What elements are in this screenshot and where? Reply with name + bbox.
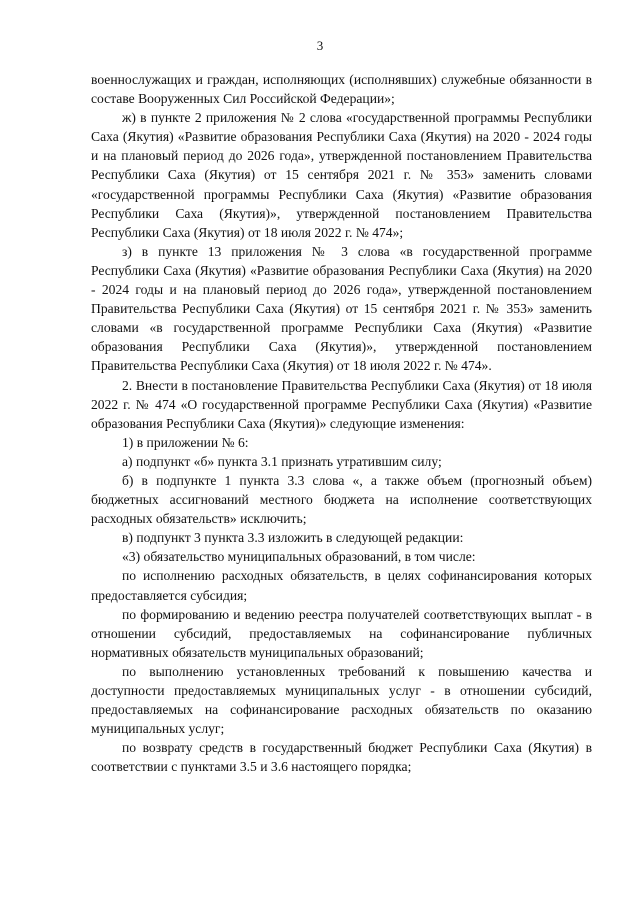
paragraph-appendix-6: 1) в приложении № 6: — [122, 434, 249, 450]
paragraph-item-a: а) подпункт «б» пункта 3.1 признать утратившим силу; — [122, 453, 442, 469]
paragraph-obligation-registry: по формированию и ведению реестра получателей соответствующих выплат - в отношении субсидий, предоставляемых на софинансирование публичных нормативных обязательств муниципальных образований; — [91, 606, 592, 660]
paragraph-item-z: з) в пункте 13 приложения № 3 слова «в государственной программе Республики Саха (Якутия) «Развитие образования Республики Саха (Якутия) на 2020 - 2024 годы и на плановый период до 2026 года», утвержденной постановлением Правительства Республики Саха (Якутия) от 15 сентября 2021 г. № 353» заменить словами «в государственной программе Республики Саха (Якутия) «Развитие образования Республики Саха (Якутия)», утвержденной постановлением Правительства Республики Саха (Якутия) от 18 июля 2022 г. № 474». — [91, 243, 592, 374]
paragraph-section-2: 2. Внести в постановление Правительства Республики Саха (Якутия) от 18 июля 2022 г. № 474 «О государственной программе Республики Саха (Якутия) «Развитие образования Республики Саха (Якутия)» следующие изменения: — [91, 377, 592, 431]
paragraph-obligation-3: «3) обязательство муниципальных образований, в том числе: — [122, 549, 476, 565]
paragraph-item-b: б) в подпункте 1 пункта 3.3 слова «, а также объем (прогнозный объем) бюджетных ассигнований местного бюджета на исполнение соответствующих расходных обязательств» исключить; — [91, 472, 592, 527]
paragraph-obligation-quality: по выполнению установленных требований к повышению качества и доступности предоставляемых муниципальных услуг - в отношении субсидий, предоставляемых на софинансирование расходных обязательств по оказанию муниципальных услуг; — [91, 663, 592, 737]
paragraph-continuation: военнослужащих и граждан, исполняющих (исполнявших) служебные обязанности в составе Вооруженных Сил Российской Федерации»; — [91, 72, 592, 107]
paragraph-item-zh: ж) в пункте 2 приложения № 2 слова «государственной программы Республики Саха (Якутия) «Развитие образования Республики Саха (Якутия) на 2020 - 2024 годы и на плановый период до 2026 года», утвержденной постановлением Правительства Республики Саха (Якутия) от 15 сентября 2021 г. № 353» заменить словами «государственной программы Республики Саха (Якутия) «Развитие образования Республики Саха (Якутия)», утвержденной постановлением Правительства Республики Саха (Якутия) от 18 июля 2022 г. № 474»; — [91, 110, 592, 240]
paragraph-obligation-execution: по исполнению расходных обязательств, в целях софинансирования которых предоставляется субсидия; — [91, 568, 592, 603]
paragraph-item-v: в) подпункт 3 пункта 3.3 изложить в следующей редакции: — [122, 530, 464, 546]
document-body — [91, 70, 592, 776]
page-number: 3 — [316, 38, 324, 53]
paragraph-obligation-return: по возврату средств в государственный бюджет Республики Саха (Якутия) в соответствии с пунктами 3.5 и 3.6 настоящего порядка; — [91, 740, 592, 775]
